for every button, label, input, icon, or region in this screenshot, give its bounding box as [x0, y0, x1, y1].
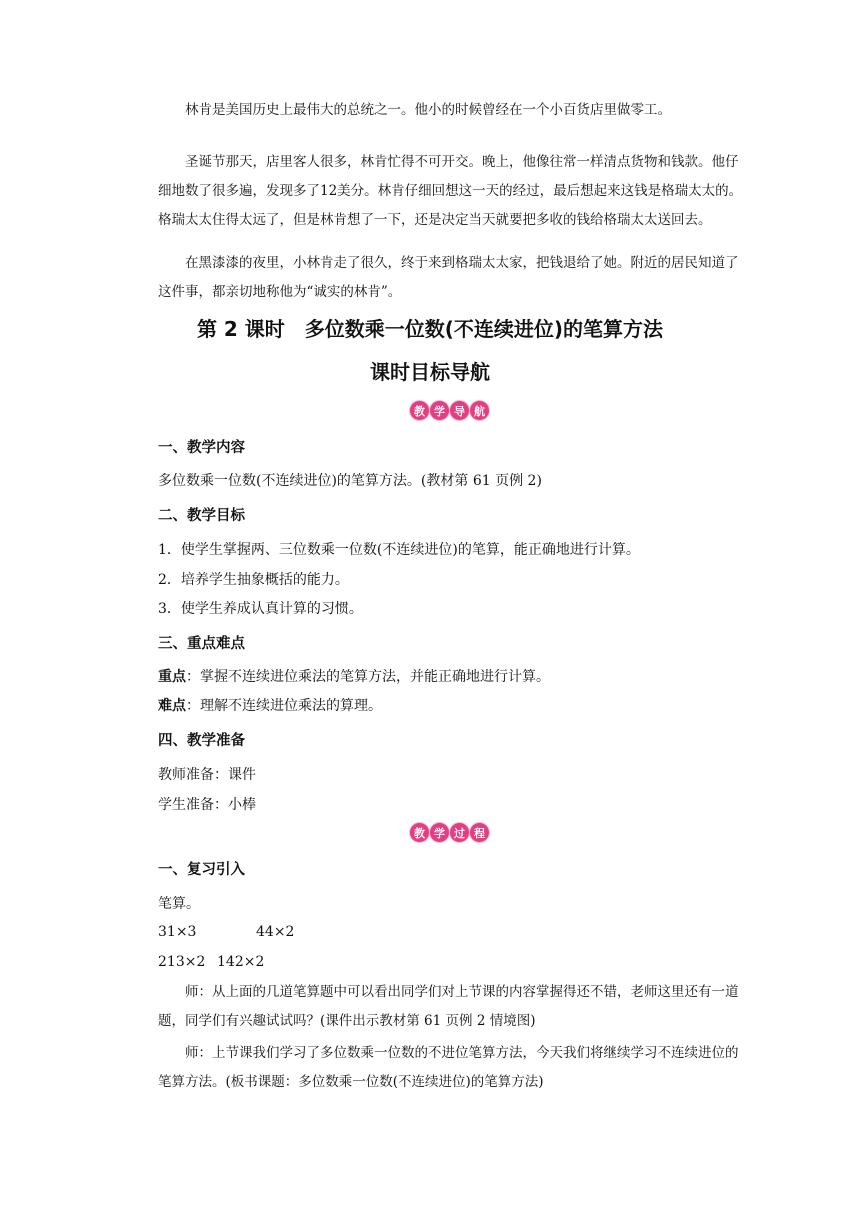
goal-item-1: 1．使学生掌握两、三位数乘一位数(不连续进位)的笔算，能正确地进行计算。: [158, 542, 640, 558]
badge-char: 学: [430, 401, 449, 420]
teaching-guide-badge: [410, 401, 489, 421]
difficulty-label: 难点: [158, 698, 186, 714]
section-heading-key-points: 三、重点难点: [158, 636, 245, 652]
badge-char: 学: [430, 823, 449, 842]
story-paragraph-3: 在黑漆漆的夜里，小林肯走了很久，终于来到格瑞太太家，把钱退给了她。附近的居民知道了这件事，都亲切地称他为“诚实的林肯”。: [158, 255, 739, 300]
lesson-title: 第 2 课时 多位数乘一位数(不连续进位)的笔算方法: [196, 317, 664, 341]
lesson-subtitle: 课时目标导航: [370, 360, 490, 384]
story-paragraph-1: 林肯是美国历史上最伟大的总统之一。他小的时候曾经在一个小百货店里做零工。: [185, 102, 671, 118]
teacher-speech-1: 师：从上面的几道笔算题中可以看出同学们对上节课的内容掌握得还不错，老师这里还有一道题，同学们有兴趣试试吗？(课件出示教材第 61 页例 2 情境图): [158, 984, 739, 1029]
badge-char: 航: [470, 401, 489, 420]
teacher-preparation: 教师准备：课件: [158, 767, 256, 783]
difficulty-line: [158, 695, 382, 715]
teaching-process-badge: [410, 823, 489, 843]
key-point-label: 重点: [158, 669, 186, 685]
content-text: 多位数乘一位数(不连续进位)的笔算方法。(教材第 61 页例 2): [158, 473, 542, 489]
key-point-line: [158, 666, 550, 686]
student-preparation: 学生准备：小棒: [158, 797, 256, 813]
story-paragraph-2: 圣诞节那天，店里客人很多，林肯忙得不可开交。晚上，他像往常一样清点货物和钱款。他仔细地数了很多遍，发现多了12美分。林肯仔细回想这一天的经过，最后想起来这钱是格瑞太太的。格瑞太太住得太远了，但是林肯想了一下，还是决定当天就要把多收的钱给格瑞太太送回去。: [158, 154, 743, 228]
exercise-4: 142×2: [217, 954, 265, 970]
key-point-text: ：掌握不连续进位乘法的笔算方法，并能正确地进行计算。: [186, 669, 550, 685]
badge-char: 程: [470, 823, 489, 842]
goal-item-2: 2．培养学生抽象概括的能力。: [158, 572, 349, 588]
review-intro: 笔算。: [158, 896, 200, 912]
teacher-speech-2: 师：上节课我们学习了多位数乘一位数的不进位笔算方法，今天我们将继续学习不连续进位的笔算方法。(板书课题：多位数乘一位数(不连续进位)的笔算方法): [158, 1045, 739, 1090]
exercise-1: 31×3: [158, 924, 197, 940]
badge-char: 教: [410, 823, 429, 842]
badge-char: 导: [450, 401, 469, 420]
section-heading-goals: 二、教学目标: [158, 508, 245, 524]
goal-item-3: 3．使学生养成认真计算的习惯。: [158, 601, 363, 617]
difficulty-text: ：理解不连续进位乘法的算理。: [186, 698, 382, 714]
exercise-3: 213×2: [158, 954, 206, 970]
section-heading-content: 一、教学内容: [158, 440, 245, 456]
badge-char: 过: [450, 823, 469, 842]
section-heading-review: 一、复习引入: [158, 862, 245, 878]
badge-char: 教: [410, 401, 429, 420]
section-heading-preparation: 四、教学准备: [158, 733, 245, 749]
exercise-2: 44×2: [256, 924, 295, 940]
